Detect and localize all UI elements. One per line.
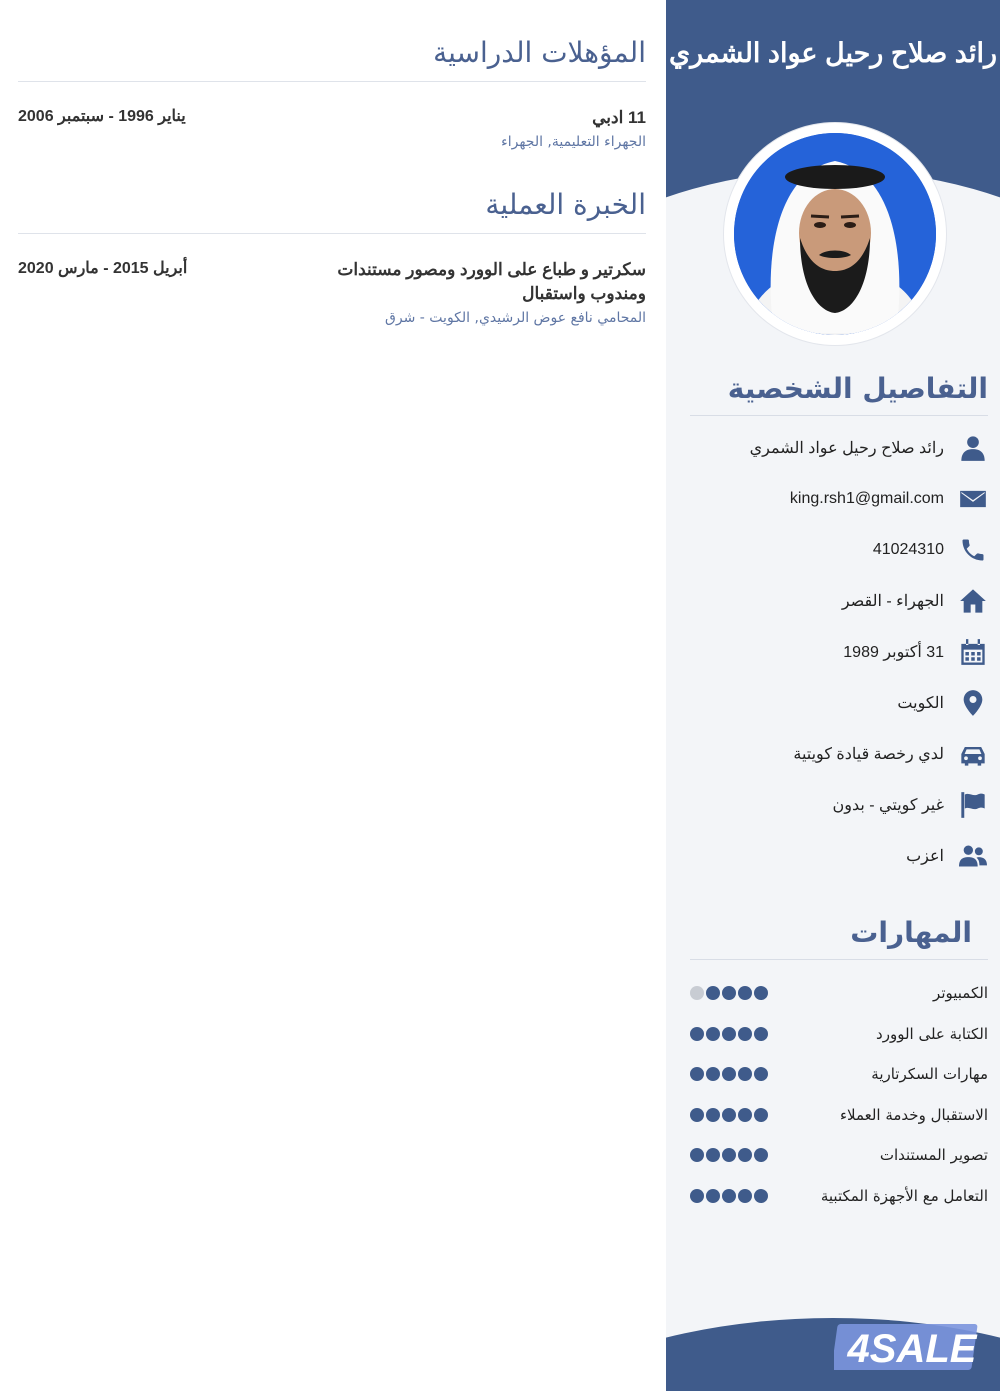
skill-rating: [690, 1027, 768, 1041]
rating-dot-filled: [738, 1189, 752, 1203]
rating-dot-empty: [690, 986, 704, 1000]
profile-photo: [734, 133, 936, 335]
rating-dot-filled: [754, 1067, 768, 1081]
rating-dot-filled: [722, 1108, 736, 1122]
rating-dot-filled: [754, 1027, 768, 1041]
rating-dot-filled: [690, 1067, 704, 1081]
detail-email: king.rsh1@gmail.com: [690, 484, 988, 514]
rating-dot-filled: [738, 1067, 752, 1081]
rating-dot-filled: [754, 986, 768, 1000]
rating-dot-filled: [706, 1027, 720, 1041]
skill-rating: [690, 986, 768, 1000]
rating-dot-filled: [690, 1027, 704, 1041]
detail-phone: 41024310: [690, 535, 988, 565]
skill-rating: [690, 1189, 768, 1203]
skill-row: [690, 1185, 988, 1207]
detail-country: الكويت: [690, 688, 988, 718]
home-icon: [958, 586, 988, 616]
skill-rating: [690, 1067, 768, 1081]
rating-dot-filled: [706, 1148, 720, 1162]
rating-dot-filled: [738, 1027, 752, 1041]
profile-photo-image: [734, 133, 936, 335]
detail-marital-status: اعزب: [690, 841, 988, 871]
profile-photo-frame: [724, 123, 946, 345]
rating-dot-filled: [690, 1108, 704, 1122]
rating-dot-filled: [754, 1148, 768, 1162]
skill-name: الاستقبال وخدمة العملاء: [839, 1105, 988, 1124]
skill-row: [690, 1023, 988, 1045]
skill-rating: [690, 1108, 768, 1122]
experience-title: الخبرة العملية: [18, 188, 646, 234]
rating-dot-filled: [706, 986, 720, 1000]
skill-name: تصوير المستندات: [879, 1146, 988, 1164]
education-title: المؤهلات الدراسية: [18, 36, 646, 82]
rating-dot-filled: [754, 1189, 768, 1203]
education-school: الجهراء التعليمية, الجهراء: [501, 134, 646, 150]
map-pin-icon: [958, 688, 988, 718]
detail-nationality: غير كويتي - بدون: [690, 790, 988, 820]
skill-row: [690, 1104, 988, 1126]
rating-dot-filled: [738, 986, 752, 1000]
rating-dot-filled: [706, 1189, 720, 1203]
detail-license: لدي رخصة قيادة كويتية: [690, 739, 988, 769]
detail-name: رائد صلاح رحيل عواد الشمري: [690, 433, 988, 463]
candidate-name: رائد صلاح رحيل عواد الشمري: [668, 38, 998, 68]
skills-title: المهارات: [690, 916, 988, 960]
education-degree: 11 ادبي: [592, 108, 646, 127]
skill-name: التعامل مع الأجهزة المكتبية: [820, 1186, 988, 1205]
experience-entry: [18, 258, 646, 328]
4sale-watermark-logo: [834, 1322, 980, 1372]
detail-birthdate: 31 أكتوبر 1989: [690, 637, 988, 667]
skill-rating: [690, 1148, 768, 1162]
calendar-icon: [958, 637, 988, 667]
rating-dot-filled: [722, 1067, 736, 1081]
skill-name: مهارات السكرتارية: [871, 1065, 988, 1083]
personal-details-title: التفاصيل الشخصية: [690, 372, 988, 416]
rating-dot-filled: [722, 1027, 736, 1041]
rating-dot-filled: [722, 986, 736, 1000]
envelope-icon: [958, 484, 988, 514]
rating-dot-filled: [690, 1148, 704, 1162]
car-icon: [958, 739, 988, 769]
education-section: [18, 36, 646, 152]
experience-role: سكرتير و طباع على الوورد ومصور مستندات ومندوب واستقبال: [337, 260, 646, 303]
rating-dot-filled: [722, 1148, 736, 1162]
experience-section: [18, 188, 646, 328]
rating-dot-filled: [690, 1189, 704, 1203]
skill-row: [690, 982, 988, 1004]
rating-dot-filled: [738, 1148, 752, 1162]
svg-text:4SALE: 4SALE: [847, 1327, 977, 1371]
experience-dates: أبريل 2015 - مارس 2020: [18, 260, 188, 277]
skill-row: [690, 1063, 988, 1085]
user-icon: [958, 433, 988, 463]
rating-dot-filled: [722, 1189, 736, 1203]
skill-name: الكمبيوتر: [933, 984, 988, 1002]
experience-employer: المحامي نافع عوض الرشيدي, الكويت - شرق: [385, 310, 646, 326]
rating-dot-filled: [754, 1108, 768, 1122]
phone-icon: [958, 535, 988, 565]
rating-dot-filled: [706, 1108, 720, 1122]
education-dates: يناير 1996 - سبتمبر 2006: [18, 108, 186, 125]
sidebar: [666, 0, 1000, 1391]
main-column: [18, 36, 646, 328]
users-icon: [958, 841, 988, 871]
skill-row: [690, 1144, 988, 1166]
rating-dot-filled: [706, 1067, 720, 1081]
flag-icon: [958, 790, 988, 820]
education-entry: [18, 106, 646, 152]
rating-dot-filled: [738, 1108, 752, 1122]
detail-address: الجهراء - القصر: [690, 586, 988, 616]
skill-name: الكتابة على الوورد: [876, 1024, 988, 1043]
